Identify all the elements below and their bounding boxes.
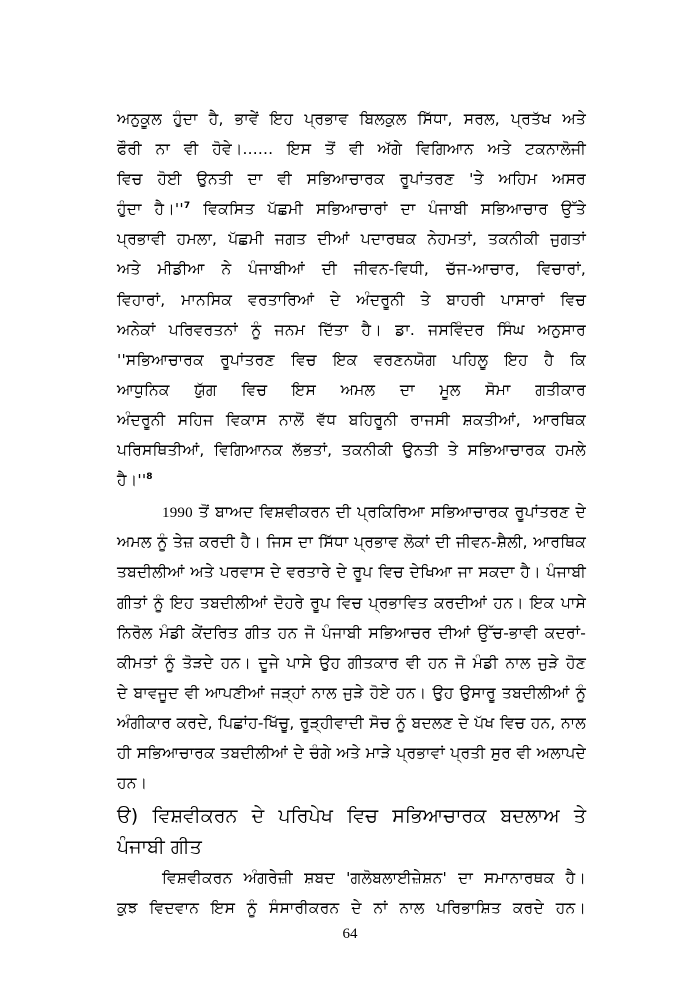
page-body (117, 104, 586, 923)
paragraph-2 (117, 497, 586, 798)
heading-line: ੳ) ਵਿਸ਼ਵੀਕਰਨ ਦੇ ਪਰਿਪੇਖ ਵਿਚ ਸਭਿਆਚਾਰਕ ਬਦਲਾਅ ਤੇ (117, 805, 586, 828)
text-line: ਦੇ ਬਾਵਜੂਦ ਵੀ ਆਪਣੀਆਂ ਜੜ੍ਹਾਂ ਨਾਲ ਜੁੜੇ ਹੋਏ ਹਨ। ਉਹ ਉਸਾਰੂ ਤਬਦੀਲੀਆਂ ਨੂੰ (117, 683, 586, 702)
text-line: ਵਿਸ਼ਵੀਕਰਨ ਅੰਗਰੇਜ਼ੀ ਸ਼ਬਦ 'ਗਲੋਬਲਾਈਜ਼ੇਸ਼ਨ' ਦਾ ਸਮਾਨਾਰਥਕ ਹੈ। (162, 869, 586, 888)
quote-end: ਹੁੰਦਾ ਹੈ।'' (117, 200, 184, 219)
text-line: ਕੀਮਤਾਂ ਨੂੰ ਤੋੜਦੇ ਹਨ। ਦੂਜੇ ਪਾਸੇ ਉਹ ਗੀਤਕਾਰ ਵੀ ਹਨ ਜੋ ਮੰਡੀ ਨਾਲ ਜੁੜੇ ਹੋਣ (117, 653, 586, 672)
paragraph-3 (117, 863, 586, 923)
year: 1990 (162, 505, 193, 522)
text-line (117, 497, 586, 527)
text-line: ਅਨੁਕੂਲ ਹੁੰਦਾ ਹੈ, ਭਾਵੇਂ ਇਹ ਪ੍ਰਭਾਵ ਬਿਲਕੁਲ ਸਿੱਧਾ, ਸਰਲ, ਪ੍ਰਤੱਖ ਅਤੇ (117, 110, 586, 128)
text-line: ਹਨ। (117, 774, 148, 793)
footnote-marker-7: 7 (183, 201, 191, 212)
text-line: ਵਿਚ ਹੋਈ ਉਨਤੀ ਦਾ ਵੀ ਸਭਿਆਚਾਰਕ ਰੂਪਾਂਤਰਣ 'ਤੇ ਅਹਿਮ ਅਸਰ (117, 170, 586, 189)
text-line: ਅਨੇਕਾਂ ਪਰਿਵਰਤਨਾਂ ਨੂੰ ਜਨਮ ਦਿੱਤਾ ਹੈ। ਡਾ. ਜਸਵਿੰਦਰ ਸਿੰਘ ਅਨੁਸਾਰ (117, 320, 586, 339)
paragraph-1 (117, 104, 586, 495)
text-line: ਅਤੇ ਮੀਡੀਆ ਨੇ ਪੰਜਾਬੀਆਂ ਦੀ ਜੀਵਨ-ਵਿਧੀ, ਚੱਜ-ਆਚਾਰ, ਵਿਚਾਰਾਂ, (117, 260, 586, 279)
text-line: ''ਸਭਿਆਚਾਰਕ ਰੂਪਾਂਤਰਣ ਵਿਚ ਇਕ ਵਰਣਨਯੋਗ ਪਹਿਲੂ ਇਹ ਹੈ ਕਿ (117, 350, 586, 369)
text-line: ਕੁਝ ਵਿਦਵਾਨ ਇਸ ਨੂੰ ਸੰਸਾਰੀਕਰਨ ਦੇ ਨਾਂ ਨਾਲ ਪਰਿਭਾਸ਼ਿਤ ਕਰਦੇ ਹਨ। (117, 899, 586, 918)
text-line: ਅੰਗੀਕਾਰ ਕਰਦੇ, ਪਿਛਾਂਹ-ਖਿੱਚੂ, ਰੂੜ੍ਹੀਵਾਦੀ ਸੋਚ ਨੂੰ ਬਦਲਣ ਦੇ ਪੱਖ ਵਿਚ ਹਨ, ਨਾਲ (117, 713, 586, 732)
heading-line: ਪੰਜਾਬੀ ਗੀਤ (117, 836, 202, 859)
text-line: ਫੌਰੀ ਨਾ ਵੀ ਹੋਵੇ।...... ਇਸ ਤੋਂ ਵੀ ਅੱਗੇ ਵਿਗਿਆਨ ਅਤੇ ਟਕਨਾਲੋਜੀ (117, 140, 586, 159)
text-line: ਤਬਦੀਲੀਆਂ ਅਤੇ ਪਰਵਾਸ ਦੇ ਵਰਤਾਰੇ ਦੇ ਰੂਪ ਵਿਚ ਦੇਖਿਆ ਜਾ ਸਕਦਾ ਹੈ। ਪੰਜਾਬੀ (117, 563, 586, 582)
text-line: ਆਧੁਨਿਕ ਯੁੱਗ ਵਿਚ ਇਸ ਅਮਲ ਦਾ ਮੂਲ ਸੋਮਾ ਗਤੀਕਾਰ (117, 380, 586, 399)
section-heading (117, 801, 586, 863)
page-number: 64 (342, 926, 358, 942)
text-line (117, 465, 586, 495)
text-line (117, 194, 586, 224)
text-line: ਪਰਿਸਥਿਤੀਆਂ, ਵਿਗਿਆਨਕ ਲੱਭਤਾਂ, ਤਕਨੀਕੀ ਉਨਤੀ ਤੇ ਸਭਿਆਚਾਰਕ ਹਮਲੇ (117, 441, 586, 460)
text-line: ਨਿਰੋਲ ਮੰਡੀ ਕੇਂਦਰਿਤ ਗੀਤ ਹਨ ਜੋ ਪੰਜਾਬੀ ਸਭਿਆਚਰ ਦੀਆਂ ਉੱਚ-ਭਾਵੀ ਕਦਰਾਂ- (117, 623, 586, 642)
footnote-marker-8: 8 (146, 472, 153, 483)
quote-end: ਹੈ।'' (117, 471, 147, 490)
text-segment: ਵਿਕਸਿਤ ਪੱਛਮੀ ਸਭਿਆਚਾਰਾਂ ਦਾ ਪੰਜਾਬੀ ਸਭਿਆਚਾਰ ਉੱਤੇ (203, 200, 586, 219)
text-line: ਗੀਤਾਂ ਨੂੰ ਇਹ ਤਬਦੀਲੀਆਂ ਦੋਹਰੇ ਰੂਪ ਵਿਚ ਪ੍ਰਭਾਵਿਤ ਕਰਦੀਆਂ ਹਨ। ਇਕ ਪਾਸੇ (117, 593, 586, 612)
text-line: ਹੀ ਸਭਿਆਚਾਰਕ ਤਬਦੀਲੀਆਂ ਦੇ ਚੰਗੇ ਅਤੇ ਮਾੜੇ ਪ੍ਰਭਾਵਾਂ ਪ੍ਰਤੀ ਸੁਰ ਵੀ ਅਲਾਪਦੇ (117, 743, 586, 762)
text-line: ਪ੍ਰਭਾਵੀ ਹਮਲਾ, ਪੱਛਮੀ ਜਗਤ ਦੀਆਂ ਪਦਾਰਥਕ ਨੇਹਮਤਾਂ, ਤਕਨੀਕੀ ਜੁਗਤਾਂ (117, 230, 586, 249)
text-line: ਵਿਹਾਰਾਂ, ਮਾਨਸਿਕ ਵਰਤਾਰਿਆਂ ਦੇ ਅੰਦਰੂਨੀ ਤੇ ਬਾਹਰੀ ਪਾਸਾਰਾਂ ਵਿਚ (117, 290, 586, 309)
text-line: ਅਮਲ ਨੂੰ ਤੇਜ਼ ਕਰਦੀ ਹੈ। ਜਿਸ ਦਾ ਸਿੱਧਾ ਪ੍ਰਭਾਵ ਲੋਕਾਂ ਦੀ ਜੀਵਨ-ਸ਼ੈਲੀ, ਆਰਥਿਕ (117, 533, 586, 552)
text-line: ਅੰਦਰੂਨੀ ਸਹਿਜ ਵਿਕਾਸ ਨਾਲੋਂ ਵੱਧ ਬਹਿਰੂਨੀ ਰਾਜਸੀ ਸ਼ਕਤੀਆਂ, ਆਰਥਿਕ (117, 410, 586, 429)
text-segment: ਤੋਂ ਬਾਅਦ ਵਿਸ਼ਵੀਕਰਨ ਦੀ ਪ੍ਰਕਿਰਿਆ ਸਭਿਆਚਾਰਕ ਰੂਪਾਂਤਰਣ ਦੇ (198, 503, 586, 522)
